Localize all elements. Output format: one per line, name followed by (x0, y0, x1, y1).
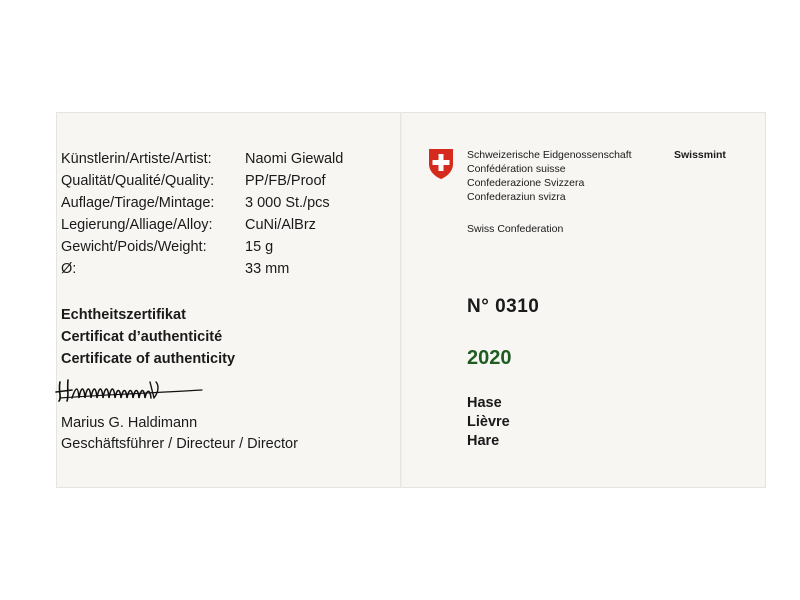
coin-name (467, 394, 510, 451)
card-fold (400, 112, 402, 488)
spec-label: Auflage/Tirage/Mintage: (61, 195, 215, 211)
certificate-heading (61, 304, 235, 370)
serial-number: N° 0310 (467, 296, 540, 317)
signer-name: Marius G. Haldimann (61, 415, 198, 431)
signer-block (61, 413, 298, 455)
confederation-name-fr: Confédération suisse (467, 163, 566, 175)
signer-title: Geschäftsführer / Directeur / Director (61, 436, 298, 452)
specifications-list (61, 148, 343, 280)
confederation-name-it: Confederazione Svizzera (467, 177, 585, 189)
spec-row-artist (61, 148, 343, 170)
spec-value: 15 g (245, 239, 274, 255)
spec-label: Qualität/Qualité/Quality: (61, 173, 215, 189)
spec-row-mintage (61, 192, 343, 214)
confederation-name-en: Swiss Confederation (467, 223, 564, 235)
spec-value: PP/FB/Proof (245, 173, 326, 189)
spec-row-weight (61, 236, 343, 258)
spec-value: Naomi Giewald (245, 151, 344, 167)
spec-value: 33 mm (245, 261, 290, 277)
spec-label: Gewicht/Poids/Weight: (61, 239, 207, 255)
certificate-title-de: Echtheitszertifikat (61, 307, 186, 323)
brand-swissmint: Swissmint (674, 149, 726, 161)
confederation-names (467, 148, 632, 204)
certificate-title-fr: Certificat d’authenticité (61, 329, 223, 345)
swiss-cross-shield-icon (428, 148, 454, 180)
coin-name-fr: Lièvre (467, 414, 510, 430)
signature-icon (50, 368, 210, 408)
spec-value: CuNi/AlBrz (245, 217, 316, 233)
coin-name-en: Hare (467, 433, 500, 449)
coin-name-de: Hase (467, 395, 502, 411)
spec-row-diameter (61, 258, 343, 280)
spec-label: Legierung/Alliage/Alloy: (61, 217, 213, 233)
spec-label: Künstlerin/Artiste/Artist: (61, 151, 212, 167)
confederation-name-de: Schweizerische Eidgenossenschaft (467, 149, 632, 161)
spec-row-alloy (61, 214, 343, 236)
spec-row-quality (61, 170, 343, 192)
spec-label: Ø: (61, 261, 77, 277)
spec-value: 3 000 St./pcs (245, 195, 330, 211)
confederation-name-rm: Confederaziun svizra (467, 191, 566, 203)
certificate-title-en: Certificate of authenticity (61, 351, 236, 367)
coin-year: 2020 (467, 347, 512, 369)
